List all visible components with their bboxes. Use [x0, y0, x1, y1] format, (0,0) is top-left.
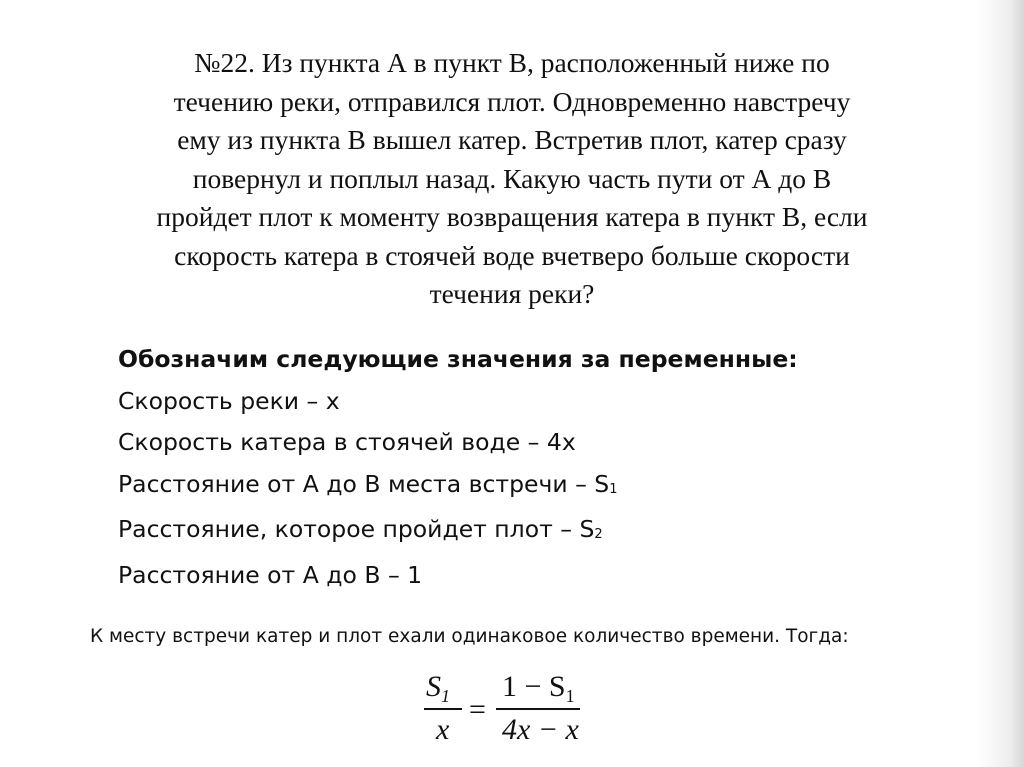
variable-total-distance [118, 555, 798, 597]
variable-boat-speed [118, 422, 798, 464]
equals-sign: = [469, 693, 486, 726]
variable-text: Расстояние, которое пройдет плот – S [118, 515, 595, 543]
variable-river-speed [118, 381, 798, 423]
variables-heading: Обозначим следующие значения за переменные: [118, 345, 798, 373]
right-numerator: $1 - S_1$ [502, 670, 575, 706]
slide-edge-shadow [976, 0, 1024, 767]
left-denominator: x [436, 713, 450, 746]
variable-text: Скорость реки – x [118, 386, 340, 415]
problem-line-4: повернул и поплыл назад. Какую часть пути от А до В [192, 162, 832, 194]
left-numerator: $S_1$ [426, 670, 450, 706]
equation-svg [414, 660, 589, 760]
equation-formula [414, 660, 589, 760]
problem-statement [62, 44, 962, 314]
problem-line-5: пройдет плот к моменту возвращения катера в пункт В, если [156, 201, 868, 232]
variable-text: Скорость катера в стоячей воде – 4x [118, 428, 576, 456]
problem-line-6: скорость катера в стоячей воде вчетверо больше скорости [174, 239, 850, 271]
variable-subscript: 1 [609, 481, 618, 497]
problem-line-3: ему из пункта В вышел катер. Встретив плот, катер сразу [177, 124, 847, 155]
variable-meeting-distance [118, 464, 798, 510]
right-denominator: 4x − x [502, 713, 579, 746]
variable-text: Расстояние от А до В – 1 [118, 560, 423, 589]
conclusion-text: К месту встречи катер и плот ехали одинаковое количество времени. Тогда: [90, 626, 849, 647]
problem-line-7: течения реки? [429, 278, 595, 309]
problem-line-1: №22. Из пункта А в пункт В, расположенный ниже по [194, 47, 830, 78]
variable-raft-distance [118, 509, 798, 555]
variable-text: Расстояние от А до В места встречи – S [118, 469, 610, 498]
problem-line-2: течению реки, отправился плот. Одновременно навстречу [173, 85, 851, 117]
variable-subscript: 2 [594, 527, 603, 542]
variables-list [118, 339, 798, 596]
